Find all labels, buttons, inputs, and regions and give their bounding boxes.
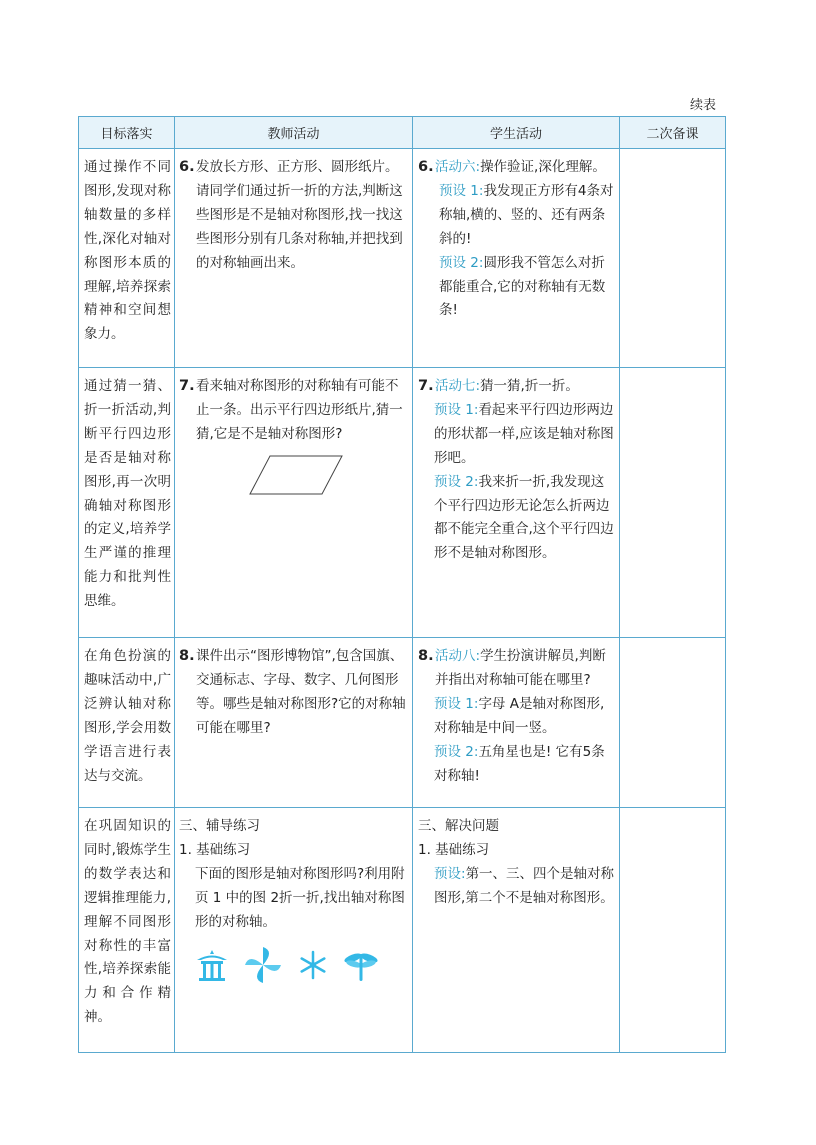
header-notes: 二次备课	[620, 117, 726, 149]
subsection-heading: 1. 基础练习	[179, 841, 251, 858]
student-cell: 8. 活动八:学生扮演讲解员,判断并指出对称轴可能在哪里? 预设 1:字母 A是轴对称图形,对称轴是中间一竖。 预设 2:五角星也是! 它有5条对称轴!	[413, 638, 620, 808]
notes-cell	[620, 808, 726, 1053]
subsection-heading: 1. 基础练习	[418, 841, 490, 858]
exercise-figures	[195, 945, 408, 994]
header-row	[79, 117, 726, 149]
student-cell	[413, 808, 620, 1053]
preset: 预设:第一、三、四个是轴对称图形,第二个不是轴对称图形。	[434, 865, 615, 906]
teacher-cell: 8. 课件出示“图形博物馆”,包含国旗、交通标志、字母、数字、几何图形等。哪些是轴对称图形?它的对称轴可能在哪里?	[175, 638, 413, 808]
section-heading: 三、辅导练习	[179, 818, 260, 834]
section-heading: 三、解决问题	[418, 818, 499, 834]
preset-1: 预设 1:我发现正方形有4条对称轴,横的、竖的、还有两条斜的!	[439, 182, 614, 247]
lesson-plan-table	[78, 116, 726, 1053]
snowflake-icon	[297, 949, 329, 990]
table-row	[79, 368, 726, 638]
pavilion-icon	[195, 949, 229, 990]
header-student: 学生活动	[413, 117, 620, 149]
preset-1: 预设 1:看起来平行四边形两边的形状都一样,应该是轴对称图形吧。	[434, 401, 614, 466]
dragonfly-icon	[343, 948, 379, 991]
goal-cell: 通过猜一猜、折一折活动,判断平行四边形是否是轴对称图形,再一次明确轴对称图形的定义,培养学生严谨的推理能力和批判性思维。	[79, 368, 175, 638]
table-row	[79, 808, 726, 1053]
goal-cell: 在角色扮演的趣味活动中,广泛辨认轴对称图形,学会用数学语言进行表达与交流。	[79, 638, 175, 808]
continued-label: 续表	[690, 98, 717, 113]
student-cell: 6. 活动六:操作验证,深化理解。 预设 1:我发现正方形有4条对称轴,横的、竖的、还有两条斜的! 预设 2:圆形我不管怎么对折都能重合,它的对称轴有无数条!	[413, 149, 620, 368]
teacher-cell: 6. 发放长方形、正方形、圆形纸片。请同学们通过折一折的方法,判断这些图形是不是轴对称图形,找一找这些图形分别有几条对称轴,并把找到的对称轴画出来。	[175, 149, 413, 368]
goal-cell: 在巩固知识的同时,锻炼学生的数学表达和逻辑推理能力,理解不同图形对称性的丰富性,培养探索能力和合作精神。	[79, 808, 175, 1053]
activity-tag: 活动八:	[435, 648, 481, 664]
activity-tag: 活动七:	[435, 378, 481, 394]
preset-2: 预设 2:我来折一折,我发现这个平行四边形无论怎么折两边都不能完全重合,这个平行四边形不是轴对称图形。	[434, 473, 614, 562]
header-teacher: 教师活动	[175, 117, 413, 149]
goal-cell: 通过操作不同图形,发现对称轴数量的多样性,深化对轴对称图形本质的理解,培养探索精神和空间想象力。	[79, 149, 175, 368]
preset-2: 预设 2:五角星也是! 它有5条对称轴!	[434, 743, 605, 784]
pinwheel-icon	[243, 945, 283, 994]
parallelogram-figure	[248, 453, 344, 497]
preset-1: 预设 1:字母 A是轴对称图形,对称轴是中间一竖。	[434, 695, 605, 736]
teacher-cell	[175, 808, 413, 1053]
activity-tag: 活动六:	[435, 159, 481, 175]
teacher-cell: 7. 看来轴对称图形的对称轴有可能不止一条。出示平行四边形纸片,猜一猜,它是不是轴对称图形?	[175, 368, 413, 638]
notes-cell	[620, 638, 726, 808]
exercise-text: 下面的图形是轴对称图形吗?利用附页 1 中的图 2折一折,找出轴对称图形的对称轴。	[195, 865, 405, 930]
table-row	[79, 149, 726, 368]
notes-cell	[620, 149, 726, 368]
student-cell: 7. 活动七:猜一猜,折一折。 预设 1:看起来平行四边形两边的形状都一样,应该是轴对称图形吧。 预设 2:我来折一折,我发现这个平行四边形无论怎么折两边都不能完全重合,这个平行四边形不是轴对称图形。	[413, 368, 620, 638]
preset-2: 预设 2:圆形我不管怎么对折都能重合,它的对称轴有无数条!	[439, 254, 606, 319]
table-row	[79, 638, 726, 808]
notes-cell	[620, 368, 726, 638]
header-goal: 目标落实	[79, 117, 175, 149]
